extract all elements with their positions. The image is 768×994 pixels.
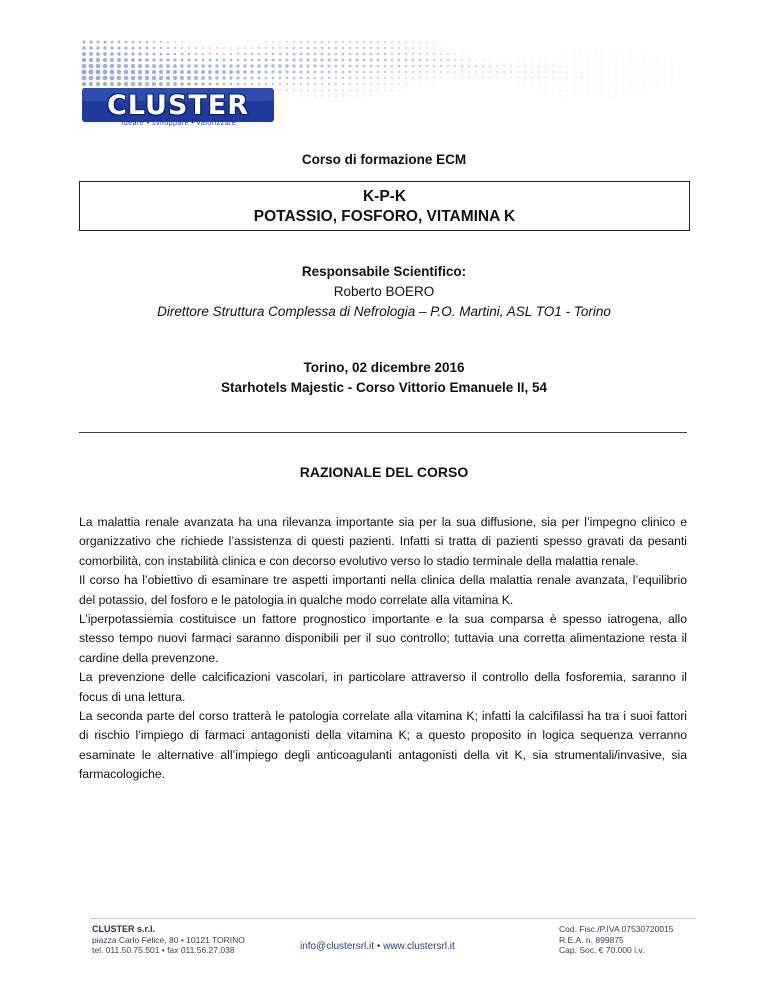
logo-brand (84, 90, 272, 120)
body-paragraph: La seconda parte del corso tratterà le patologia correlate alla vitamina K; infatti la calcifilassi ha tra i suoi fattori di rischio l’impiego di farmaci antagonisti della vitamina K; a questo proposito in logica sequenza verranno esaminate le alternative all’impiego degli anticoagulanti antagonisti della vit K, sia strumentali/invasive, sia farmacologiche. (79, 709, 687, 782)
body-paragraph: La malattia renale avanzata ha una rilevanza importante sia per la sua diffusione, sia per l’impegno clinico e organizzativo che richiede l’assistenza di questi pazienti. Infatti si tratta di pazienti spesso gravati da pesanti comorbilità, con instabilità clinica e con decorso evolutivo verso lo stadio terminale della malattia renale. (79, 515, 687, 568)
divider (79, 432, 687, 433)
event-date: Torino, 02 dicembre 2016 (303, 360, 465, 375)
footer-address: piazza Carlo Felice, 80 • 10121 TORINO (92, 934, 245, 945)
body-paragraph: La prevenzione delle calcificazioni vascolari, in particolare attraverso il controllo della fosforemia, saranno il focus di una lettura. (79, 670, 687, 704)
body-paragraph: Il corso ha l’obiettivo di esaminare tre aspetti importanti nella clinica della malattia renale avanzata, l’equilibrio del potassio, del fosforo e le patologia in qualche modo correlate alla vitamina K. (79, 573, 687, 607)
scientific-lead-name: Roberto BOERO (333, 284, 435, 299)
scientific-lead-label: Responsabile Scientifico: (301, 264, 467, 279)
footer-divider (90, 918, 695, 919)
footer-contact: info@clustersrl.it • www.clustersrl.it (300, 941, 455, 952)
cluster-logo (44, 38, 692, 128)
event-venue: Starhotels Majestic - Corso Vittorio Emanuele II, 54 (220, 380, 548, 395)
footer-rea: R.E.A. n. 899875 (559, 934, 624, 945)
event-info (0, 358, 768, 398)
body-paragraph: L’iperpotassiemia costituisce un fattore prognostico importante e la sua comparsa è spesso iatrogena, allo stesso tempo nuovi farmaci saranno disponibili per il suo controllo; tuttavia una corretta alimentazione resta il cardine della prevenzone. (79, 612, 687, 665)
footer-fiscal-code: Cod. Fisc./P.IVA 07530720015 (559, 924, 674, 934)
course-title: POTASSIO, FOSFORO, VITAMINA K (253, 208, 516, 225)
scientific-lead (0, 262, 768, 322)
section-body (79, 513, 687, 785)
footer-phone: tel. 011.50.75.501 • fax 011.56.27.038 (92, 945, 235, 955)
footer-capital: Cap. Soc. € 70.000 i.v. (559, 945, 645, 955)
course-code: K-P-K (362, 188, 407, 205)
scientific-lead-role: Direttore Struttura Complessa di Nefrologia – P.O. Martini, ASL TO1 - Torino (157, 304, 611, 319)
section-title: RAZIONALE DEL CORSO (299, 464, 469, 480)
footer-legal-info (559, 924, 674, 956)
footer-company-name: CLUSTER s.r.l. (92, 924, 156, 934)
logo-wordmark: CLUSTER (106, 89, 250, 121)
course-title-box (79, 181, 690, 231)
course-label: Corso di formazione ECM (301, 152, 467, 167)
logo-tagline: ideare • sviluppare • valorizzare (121, 120, 237, 127)
footer-company-info (92, 924, 245, 956)
